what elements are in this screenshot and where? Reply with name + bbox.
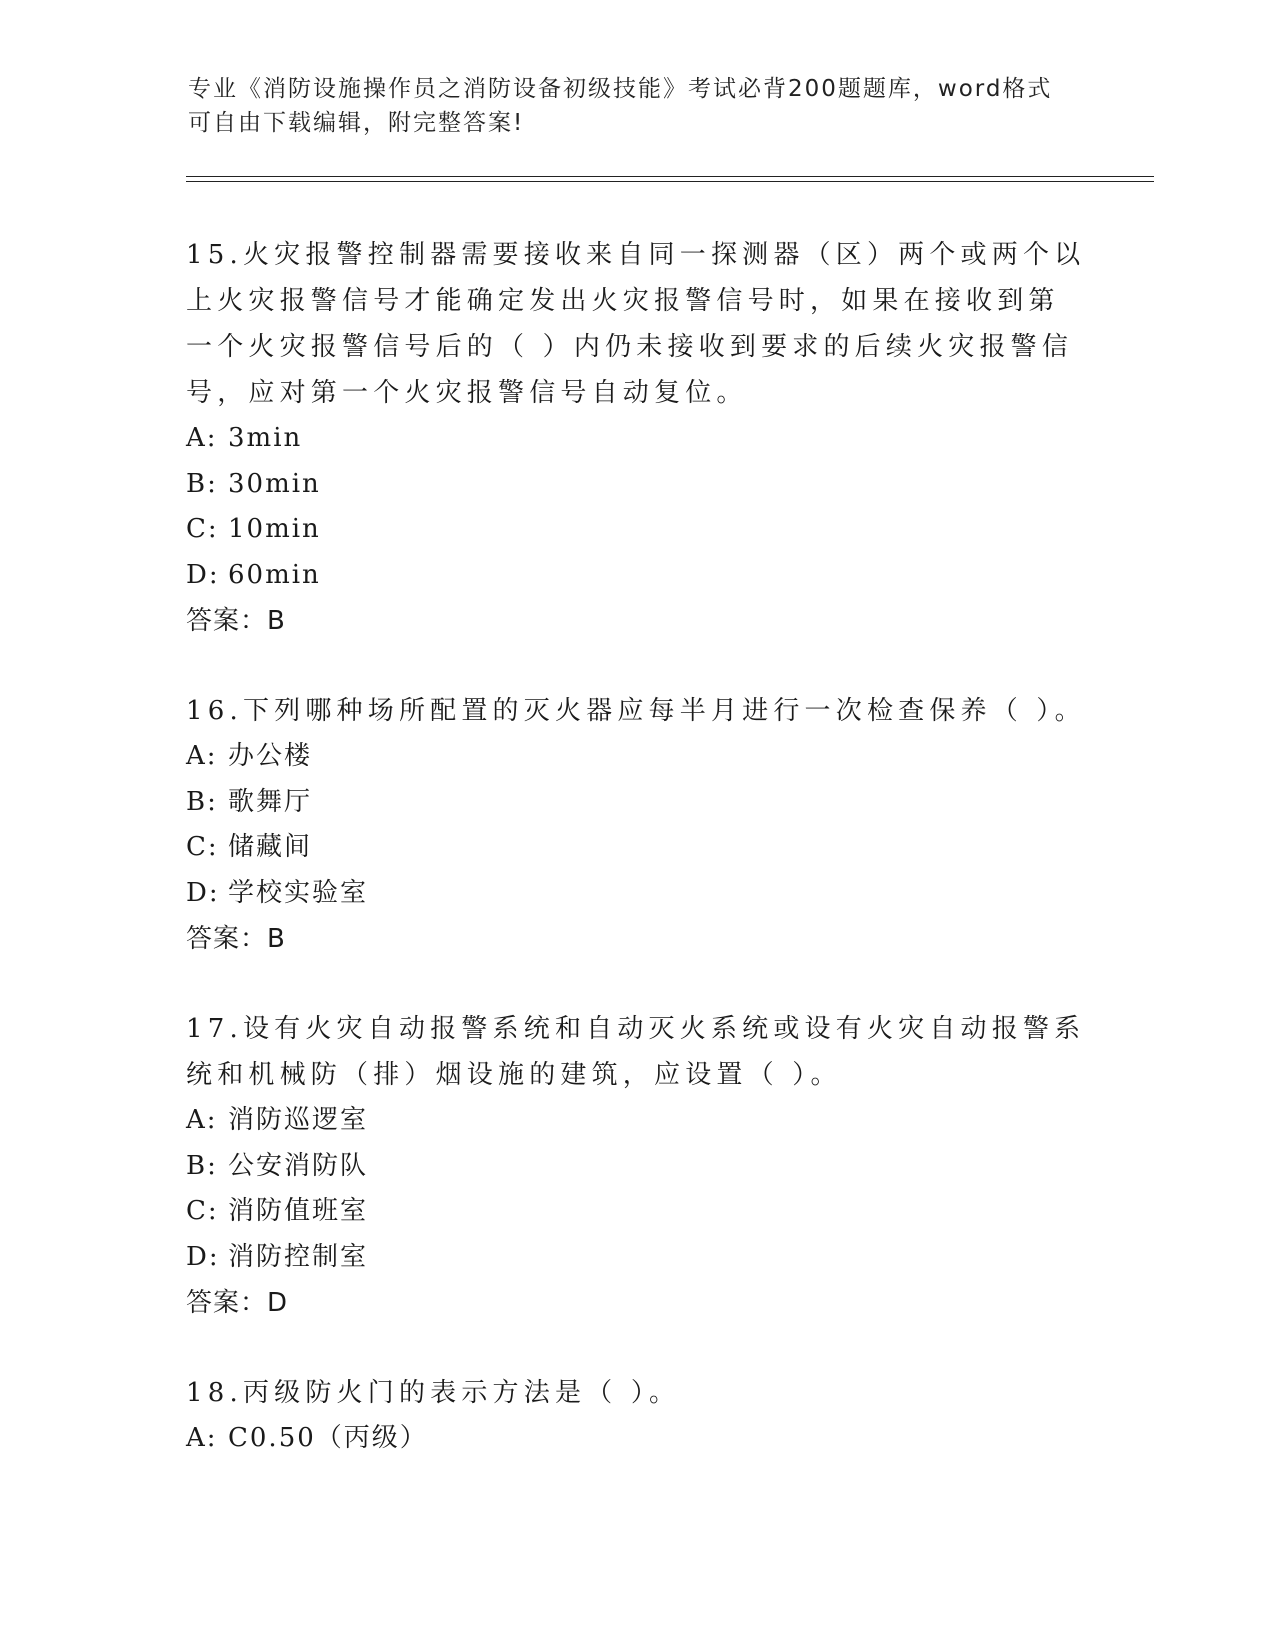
option-key: B: — [186, 1150, 218, 1181]
question-text — [186, 1006, 1086, 1098]
option-key: C: — [186, 1196, 219, 1226]
question-body: 丙级防火门的表示方法是（ ）。 — [242, 1378, 681, 1408]
option-text: 10min — [228, 514, 321, 544]
option-d — [186, 1235, 1086, 1281]
option-key: D: — [186, 559, 220, 590]
question-text — [186, 232, 1086, 416]
option-key: C: — [186, 514, 219, 544]
question-body: 设有火灾自动报警系统和自动灭火系统或设有火灾自动报警系统和机械防（排）烟设施的建筑，应设置（ ）。 — [186, 1014, 1086, 1090]
document-header: 专业《消防设施操作员之消防设备初级技能》考试必背200题题库，word格式可自由下载编辑，附完整答案! — [188, 76, 1053, 136]
option-b — [186, 780, 1086, 826]
option-key: B: — [186, 468, 218, 499]
option-c — [186, 825, 1086, 871]
question-17 — [186, 1006, 1086, 1326]
option-a — [186, 416, 1086, 462]
option-key: A: — [186, 1105, 218, 1135]
option-b — [186, 462, 1086, 508]
option-c — [186, 1189, 1086, 1235]
option-key: D: — [186, 877, 220, 908]
option-d — [186, 553, 1086, 599]
option-key: A: — [186, 1423, 218, 1453]
option-d — [186, 871, 1086, 917]
answer-line: 答案：D — [186, 1288, 289, 1318]
answer-line: 答案：B — [186, 924, 286, 954]
option-key: B: — [186, 786, 218, 817]
option-b — [186, 1144, 1086, 1190]
question-text — [186, 1370, 1086, 1416]
question-18 — [186, 1370, 1086, 1462]
question-list — [186, 232, 1086, 1506]
option-text: 消防值班室 — [228, 1196, 369, 1226]
question-number: 15. — [186, 240, 243, 270]
option-text: 歌舞厅 — [228, 786, 313, 817]
option-text: 消防巡逻室 — [228, 1105, 369, 1135]
header-divider-bottom — [186, 181, 1154, 182]
option-key: A: — [186, 423, 218, 453]
answer-line: 答案：B — [186, 606, 286, 636]
option-text: C0.50（丙级） — [228, 1423, 428, 1453]
question-body: 下列哪种场所配置的灭火器应每半月进行一次检查保养（ ）。 — [242, 696, 1086, 726]
question-body: 火灾报警控制器需要接收来自同一探测器（区）两个或两个以上火灾报警信号才能确定发出火灾报警信号时，如果在接收到第一个火灾报警信号后的（ ）内仍未接收到要求的后续火灾报警信号，应对第一个火灾报警信号自动复位。 — [186, 240, 1086, 408]
option-a — [186, 1416, 1086, 1462]
question-text — [186, 688, 1086, 734]
option-text: 消防控制室 — [228, 1241, 369, 1272]
option-text: 3min — [228, 423, 303, 453]
option-c — [186, 507, 1086, 553]
question-number: 17. — [186, 1014, 243, 1044]
option-key: A: — [186, 741, 218, 771]
option-a — [186, 734, 1086, 780]
option-a — [186, 1098, 1086, 1144]
option-key: C: — [186, 832, 219, 862]
option-key: D: — [186, 1241, 220, 1272]
question-number: 18. — [186, 1378, 243, 1408]
option-text: 储藏间 — [228, 832, 313, 862]
question-16 — [186, 688, 1086, 962]
option-text: 公安消防队 — [228, 1150, 369, 1181]
question-number: 16. — [186, 696, 243, 726]
option-text: 学校实验室 — [228, 877, 369, 908]
header-divider-top — [186, 176, 1154, 177]
question-15 — [186, 232, 1086, 644]
option-text: 办公楼 — [228, 741, 313, 771]
option-text: 60min — [228, 559, 321, 590]
option-text: 30min — [228, 468, 321, 499]
